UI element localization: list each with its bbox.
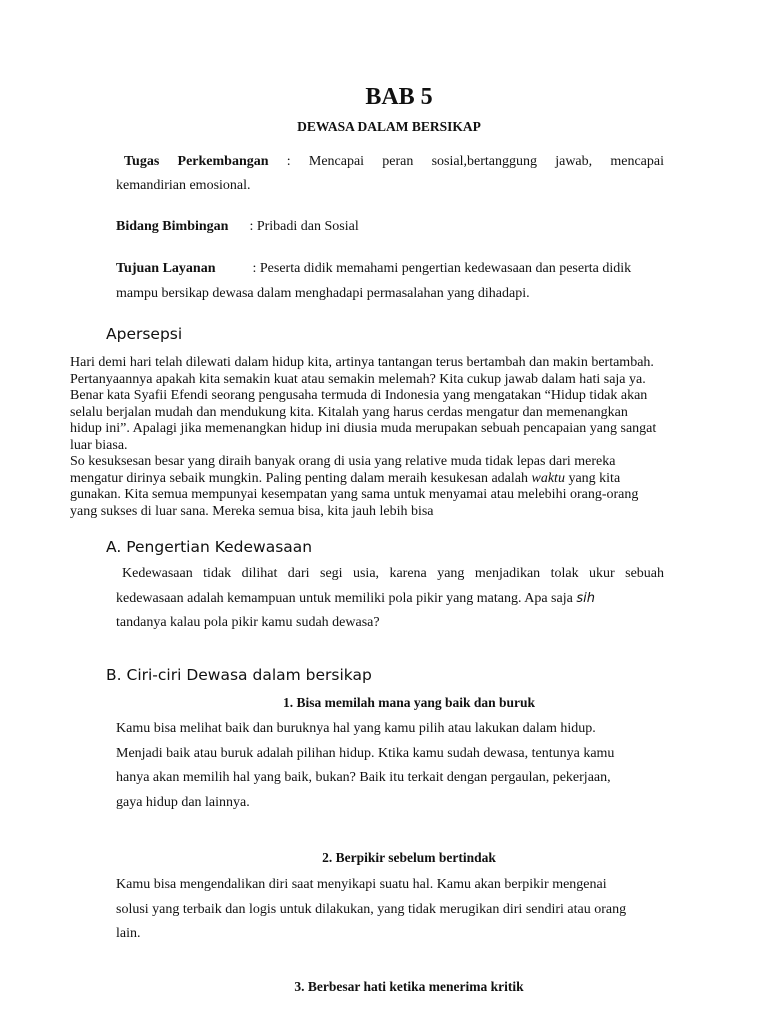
criteria-line: gaya hidup dan lainnya. bbox=[116, 794, 250, 810]
criteria-line: hanya akan memilih hal yang baik, bukan? Baik itu terkait dengan pergaulan, pekerjaan, bbox=[116, 770, 611, 785]
criteria-1-paragraph bbox=[116, 717, 664, 815]
apersepsi-line: gunakan. Kita semua mempunyai kesempatan yang sama untuk menyamai atau melebihi orang-orang bbox=[70, 487, 639, 502]
apersepsi-line: mengatur dirinya sebaik mungkin. Paling penting dalam meraih kesukesan adalah bbox=[70, 470, 528, 486]
apersepsi-line-tail: yang kita bbox=[568, 470, 621, 486]
apersepsi-line: Hari demi hari telah dilewati dalam hidup kita, artinya tantangan terus bertambah dan makin bertambah. bbox=[70, 355, 654, 370]
bidang-bimbingan-row bbox=[116, 214, 664, 239]
section-a-line: tandanya kalau pola pikir kamu sudah dewasa? bbox=[116, 615, 380, 630]
section-b-heading bbox=[106, 666, 372, 684]
sih-word: sih bbox=[576, 590, 595, 606]
criteria-3-title: 3. Berbesar hati ketika menerima kritik bbox=[294, 979, 524, 994]
criteria-line: Kamu bisa mengendalikan diri saat menyikapi suatu hal. Kamu akan berpikir mengenai bbox=[116, 877, 607, 892]
section-a-line: kedewasaan adalah kemampuan untuk memiliki pola pikir yang matang. Apa saja bbox=[116, 590, 573, 606]
apersepsi-line: hidup ini”. Apalagi jika memenangkan hidup ini diusia muda merupakan sebuah pencapaian yang sangat bbox=[70, 421, 657, 436]
apersepsi-line: luar biasa. bbox=[70, 437, 128, 453]
tugas-value-line2: kemandirian emosional. bbox=[116, 178, 251, 193]
italic-word: waktu bbox=[531, 470, 565, 486]
section-a-line-2 bbox=[116, 587, 664, 612]
apersepsi-line-with-italic bbox=[70, 471, 710, 488]
apersepsi-heading: Apersepsi bbox=[106, 325, 183, 343]
tujuan-layanan-row bbox=[116, 256, 676, 281]
chapter-title: BAB 5 bbox=[365, 84, 433, 110]
criteria-line: Menjadi baik atau buruk adalah pilihan hidup. Ktika kamu sudah dewasa, tentunya kamu bbox=[116, 745, 615, 761]
section-a-title: Pengertian Kedewasaan bbox=[126, 538, 313, 556]
section-b-title: Ciri-ciri Dewasa dalam bersikap bbox=[126, 666, 372, 684]
tugas-value-line1: Mencapai peran sosial,bertanggung jawab, mencapai bbox=[308, 154, 665, 169]
tugas-label: Tugas Perkembangan bbox=[124, 154, 269, 169]
apersepsi-line: selalu berjalan mudah dan mendukung kita. Kitalah yang harus cerdas mengatur dan memenangkan bbox=[70, 404, 628, 420]
tujuan-value-line2: mampu bersikap dewasa dalam menghadapi permasalahan yang dihadapi. bbox=[116, 286, 530, 301]
tujuan-label: Tujuan Layanan bbox=[116, 261, 216, 276]
criteria-1-title: 1. Bisa memilah mana yang baik dan buruk bbox=[282, 695, 536, 710]
criteria-line: Kamu bisa melihat baik dan buruknya hal yang kamu pilih atau lakukan dalam hidup. bbox=[116, 721, 596, 736]
criteria-2-paragraph bbox=[116, 873, 664, 947]
criteria-line: lain. bbox=[116, 926, 141, 941]
bidang-value: : Pribadi dan Sosial bbox=[249, 219, 359, 234]
section-a-letter: A. bbox=[106, 538, 122, 556]
apersepsi-body bbox=[70, 355, 710, 520]
tugas-separator: : bbox=[286, 154, 291, 169]
criteria-2-title: 2. Berpikir sebelum bertindak bbox=[322, 850, 496, 865]
apersepsi-line: yang sukses di luar sana. Mereka semua bisa, kita jauh lebih bisa bbox=[70, 503, 434, 519]
tujuan-value-line1: : Peserta didik memahami pengertian kedewasaan dan peserta didik bbox=[252, 261, 632, 276]
criteria-line: solusi yang terbaik dan logis untuk dilakukan, yang tidak merugikan diri sendiri atau orang bbox=[116, 901, 627, 917]
tugas-perkembangan-row bbox=[124, 149, 664, 174]
bidang-label: Bidang Bimbingan bbox=[116, 219, 229, 234]
chapter-subtitle: DEWASA DALAM BERSIKAP bbox=[297, 119, 481, 134]
section-a-line: Kedewasaan tidak dilihat dari segi usia, karena yang menjadikan tolak ukur sebuah bbox=[122, 566, 664, 581]
section-b-letter: B. bbox=[106, 666, 122, 684]
apersepsi-line: So kesuksesan besar yang diraih banyak orang di usia yang relative muda tidak lepas dari mereka bbox=[70, 454, 616, 469]
section-a-paragraph bbox=[116, 562, 664, 636]
section-a-heading bbox=[106, 538, 312, 556]
apersepsi-line: Benar kata Syafii Efendi seorang pengusaha termuda di Indonesia yang mengatakan “Hidup tidak akan bbox=[70, 388, 648, 403]
apersepsi-line: Pertanyaannya apakah kita semakin kuat atau semakin melemah? Kita cukup jawab dalam hati saja ya. bbox=[70, 371, 646, 387]
